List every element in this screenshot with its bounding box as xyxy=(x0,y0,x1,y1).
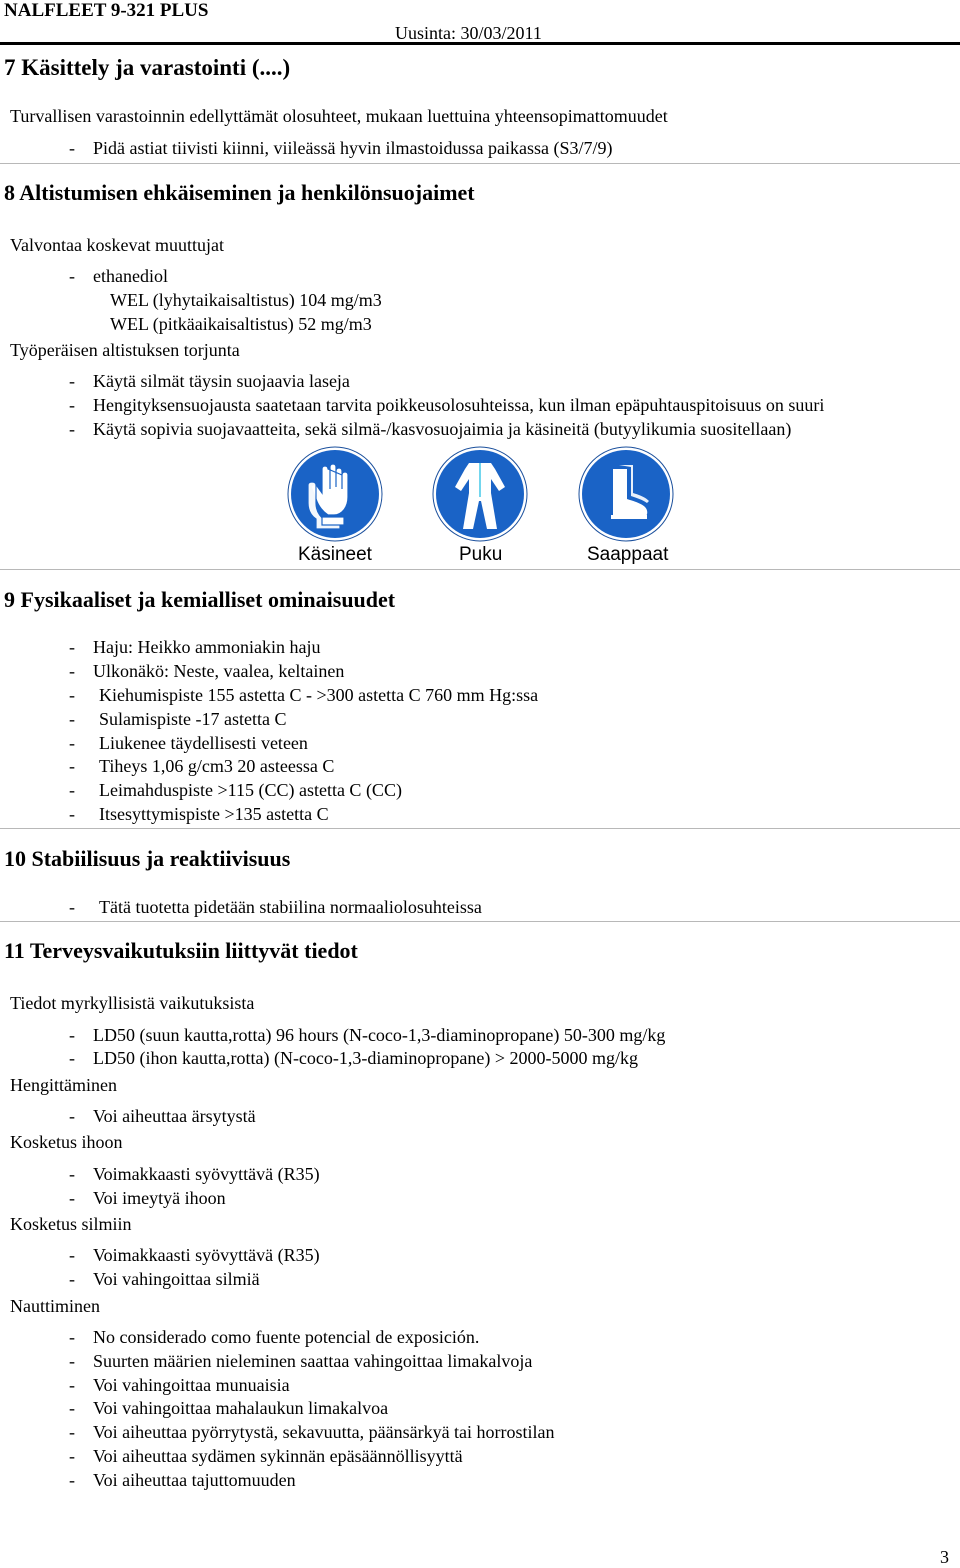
list-item xyxy=(69,1024,665,1046)
protective-suit-icon xyxy=(431,445,529,543)
wel-short-term: WEL (lyhytaikaisaltistus) 104 mg/m3 xyxy=(110,290,382,310)
list-item-text: Suurten määrien nieleminen saattaa vahingoittaa limakalvoja xyxy=(93,1351,533,1371)
list-item-text: Voi aiheuttaa pyörrytystä, sekavuutta, päänsärkyä tai horrostilan xyxy=(93,1422,555,1442)
list-item xyxy=(69,418,791,440)
list-item xyxy=(69,137,612,159)
list-item-text: Ulkonäkö: Neste, vaalea, keltainen xyxy=(93,661,345,681)
list-dash: - xyxy=(69,661,75,681)
list-item-text: Voi aiheuttaa ärsytystä xyxy=(93,1106,256,1126)
list-item xyxy=(69,394,824,416)
list-dash: - xyxy=(69,419,75,439)
exposure-heading: Työperäisen altistuksen torjunta xyxy=(10,340,240,360)
list-item-text: Liukenee täydellisesti veteen xyxy=(99,733,308,753)
product-name: NALFLEET 9-321 PLUS xyxy=(4,0,209,21)
ppe-label-suit: Puku xyxy=(459,544,503,565)
list-item-text: No considerado como fuente potencial de exposición. xyxy=(93,1327,480,1347)
list-dash: - xyxy=(69,1269,75,1289)
list-dash: - xyxy=(69,756,75,776)
list-dash: - xyxy=(69,138,75,158)
list-dash: - xyxy=(69,1245,75,1265)
section-divider xyxy=(0,569,960,570)
list-item xyxy=(69,1445,463,1467)
list-item xyxy=(69,732,308,754)
list-item xyxy=(69,265,168,287)
list-dash: - xyxy=(69,395,75,415)
boots-icon xyxy=(577,445,675,543)
list-item-text: Voimakkaasti syövyttävä (R35) xyxy=(93,1245,320,1265)
section-9-title: 9 Fysikaaliset ja kemialliset ominaisuudet xyxy=(4,587,396,612)
ingestion-heading: Nauttiminen xyxy=(10,1296,100,1316)
skin-contact-heading: Kosketus ihoon xyxy=(10,1132,123,1152)
section-7-title: 7 Käsittely ja varastointi (....) xyxy=(4,55,291,80)
list-dash: - xyxy=(69,266,75,286)
list-item xyxy=(69,1163,320,1185)
list-item-text: Voi aiheuttaa tajuttomuuden xyxy=(93,1470,296,1490)
section-divider xyxy=(0,921,960,922)
section-divider xyxy=(0,163,960,164)
list-dash: - xyxy=(69,804,75,824)
wel-long-term: WEL (pitkäaikaisaltistus) 52 mg/m3 xyxy=(110,314,372,334)
revision-date: Uusinta: 30/03/2011 xyxy=(395,23,542,43)
list-dash: - xyxy=(69,897,75,917)
control-heading: Valvontaa koskevat muuttujat xyxy=(10,235,224,255)
list-item-text: Käytä silmät täysin suojaavia laseja xyxy=(93,371,350,391)
section-10-title: 10 Stabiilisuus ja reaktiivisuus xyxy=(4,846,291,871)
list-dash: - xyxy=(69,685,75,705)
list-item xyxy=(69,1397,388,1419)
list-item-text: Tiheys 1,06 g/cm3 20 asteessa C xyxy=(99,756,335,776)
eye-contact-heading: Kosketus silmiin xyxy=(10,1214,132,1234)
list-item xyxy=(69,1187,226,1209)
list-item xyxy=(69,1326,479,1348)
list-item xyxy=(69,708,286,730)
list-dash: - xyxy=(69,1422,75,1442)
list-item xyxy=(69,1047,638,1069)
list-item xyxy=(69,1244,320,1266)
list-item xyxy=(69,779,402,801)
list-item-text: LD50 (ihon kautta,rotta) (N-coco-1,3-diaminopropane) > 2000-5000 mg/kg xyxy=(93,1048,639,1068)
list-item-text: Hengityksensuojausta saatetaan tarvita poikkeusolosuhteissa, kun ilman epäpuhtauspitoisuus on suuri xyxy=(93,395,825,415)
list-item-text: Voimakkaasti syövyttävä (R35) xyxy=(93,1164,320,1184)
list-dash: - xyxy=(69,1025,75,1045)
list-item xyxy=(69,896,482,918)
section-divider xyxy=(0,828,960,829)
list-dash: - xyxy=(69,1106,75,1126)
list-item-text: Pidä astiat tiivisti kiinni, viileässä hyvin ilmastoidussa paikassa (S3/7/9) xyxy=(93,138,613,158)
section-11-title: 11 Terveysvaikutuksiin liittyvät tiedot xyxy=(4,938,358,963)
list-item-text: Voi aiheuttaa sydämen sykinnän epäsäännöllisyyttä xyxy=(93,1446,463,1466)
list-dash: - xyxy=(69,733,75,753)
list-item xyxy=(69,1421,555,1443)
list-dash: - xyxy=(69,637,75,657)
list-dash: - xyxy=(69,1048,75,1068)
ppe-label-boots: Saappaat xyxy=(587,544,669,565)
page-number: 3 xyxy=(940,1547,949,1567)
list-item-text: Kiehumispiste 155 astetta C - >300 astetta C 760 mm Hg:ssa xyxy=(99,685,539,705)
list-item xyxy=(69,1268,260,1290)
list-item-text: Käytä sopivia suojavaatteita, sekä silmä-/kasvosuojaimia ja käsineitä (butyylikumia suositellaan) xyxy=(93,419,792,439)
toxic-heading: Tiedot myrkyllisistä vaikutuksista xyxy=(10,993,255,1013)
list-item xyxy=(69,684,538,706)
list-dash: - xyxy=(69,709,75,729)
list-dash: - xyxy=(69,1188,75,1208)
list-item xyxy=(69,660,344,682)
list-item-text: Voi vahingoittaa munuaisia xyxy=(93,1375,290,1395)
list-item xyxy=(69,1350,532,1372)
list-dash: - xyxy=(69,780,75,800)
list-item-text: Haju: Heikko ammoniakin haju xyxy=(93,637,321,657)
list-item xyxy=(69,755,334,777)
list-item xyxy=(69,1105,256,1127)
substance-name: ethanediol xyxy=(93,266,168,286)
header-rule xyxy=(0,42,960,45)
list-item-text: Leimahduspiste >115 (CC) astetta C (CC) xyxy=(99,780,402,800)
list-dash: - xyxy=(69,1446,75,1466)
ppe-label-gloves: Käsineet xyxy=(298,544,372,565)
list-dash: - xyxy=(69,1164,75,1184)
list-item-text: Sulamispiste -17 astetta C xyxy=(99,709,287,729)
gloves-icon xyxy=(286,445,384,543)
list-dash: - xyxy=(69,1398,75,1418)
list-dash: - xyxy=(69,371,75,391)
list-item-text: Voi vahingoittaa mahalaukun limakalvoa xyxy=(93,1398,389,1418)
list-dash: - xyxy=(69,1327,75,1347)
list-item xyxy=(69,1374,290,1396)
list-dash: - xyxy=(69,1351,75,1371)
list-item-text: Voi imeytyä ihoon xyxy=(93,1188,226,1208)
list-item xyxy=(69,370,350,392)
list-item-text: LD50 (suun kautta,rotta) 96 hours (N-coco-1,3-diaminopropane) 50-300 mg/kg xyxy=(93,1025,666,1045)
list-item xyxy=(69,636,320,658)
list-dash: - xyxy=(69,1470,75,1490)
list-dash: - xyxy=(69,1375,75,1395)
inhalation-heading: Hengittäminen xyxy=(10,1075,117,1095)
list-item xyxy=(69,1469,296,1491)
list-item xyxy=(69,803,329,825)
section-7-subheading: Turvallisen varastoinnin edellyttämät olosuhteet, mukaan luettuina yhteensopimattomuudet xyxy=(10,106,668,126)
list-item-text: Itsesyttymispiste >135 astetta C xyxy=(99,804,329,824)
list-item-text: Voi vahingoittaa silmiä xyxy=(93,1269,260,1289)
section-8-title: 8 Altistumisen ehkäiseminen ja henkilönsuojaimet xyxy=(4,180,475,205)
list-item-text: Tätä tuotetta pidetään stabiilina normaaliolosuhteissa xyxy=(99,897,482,917)
